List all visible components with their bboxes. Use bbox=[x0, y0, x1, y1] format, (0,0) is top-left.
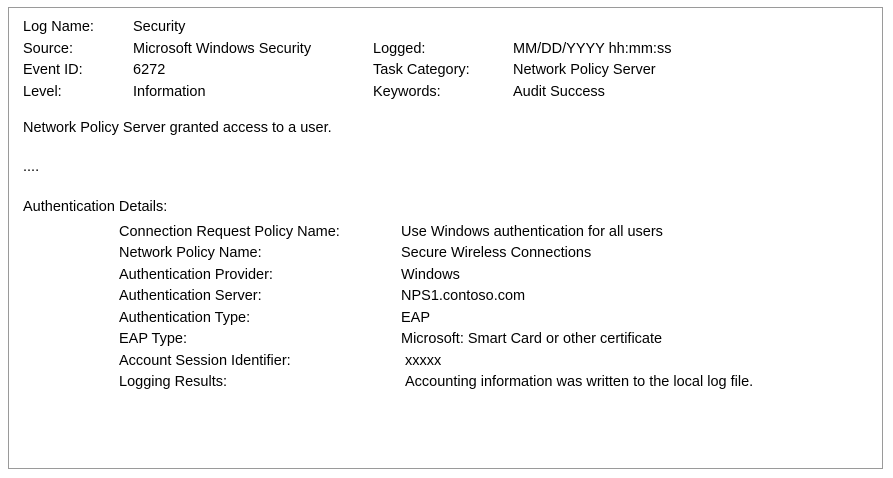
detail-value: Secure Wireless Connections bbox=[401, 245, 592, 261]
detail-value: EAP bbox=[401, 309, 431, 326]
detail-label: Connection Request Policy Name: bbox=[119, 223, 340, 240]
source-value: Microsoft Windows Security bbox=[133, 40, 312, 57]
detail-label: Account Session Identifier: bbox=[119, 352, 291, 369]
authentication-details-list bbox=[119, 225, 868, 390]
event-id-label: Event ID: bbox=[23, 62, 83, 78]
logged-value: MM/DD/YYYY hh:mm:ss bbox=[513, 40, 672, 57]
detail-value: Windows bbox=[401, 266, 460, 283]
event-details-content bbox=[9, 8, 882, 390]
detail-label: Network Policy Name: bbox=[119, 245, 262, 261]
task-category-value: Network Policy Server bbox=[513, 62, 656, 78]
task-category-label: Task Category: bbox=[373, 62, 470, 78]
log-name-label: Log Name: bbox=[23, 19, 94, 35]
event-header-fields bbox=[23, 20, 868, 99]
source-label: Source: bbox=[23, 40, 73, 57]
keywords-value: Audit Success bbox=[513, 83, 605, 100]
authentication-details-title: Authentication Details: bbox=[23, 199, 168, 215]
event-ellipsis: .... bbox=[23, 158, 40, 175]
detail-value: NPS1.contoso.com bbox=[401, 288, 526, 304]
detail-value: Microsoft: Smart Card or other certificate bbox=[401, 331, 663, 347]
detail-label: Authentication Provider: bbox=[119, 266, 273, 283]
detail-value: Use Windows authentication for all users bbox=[401, 223, 663, 240]
event-details-panel bbox=[8, 7, 883, 469]
detail-label: EAP Type: bbox=[119, 331, 187, 347]
log-name-value: Security bbox=[133, 19, 186, 35]
detail-label: Authentication Type: bbox=[119, 309, 251, 326]
event-description: Network Policy Server granted access to a user. bbox=[23, 120, 332, 136]
detail-value: Accounting information was written to the local log file. bbox=[405, 374, 754, 390]
detail-label: Logging Results: bbox=[119, 374, 228, 390]
level-label: Level: bbox=[23, 83, 62, 100]
logged-label: Logged: bbox=[373, 40, 426, 57]
keywords-label: Keywords: bbox=[373, 83, 441, 100]
detail-label: Authentication Server: bbox=[119, 288, 262, 304]
detail-value: xxxxx bbox=[405, 352, 442, 369]
level-value: Information bbox=[133, 83, 206, 100]
event-id-value: 6272 bbox=[133, 62, 166, 78]
